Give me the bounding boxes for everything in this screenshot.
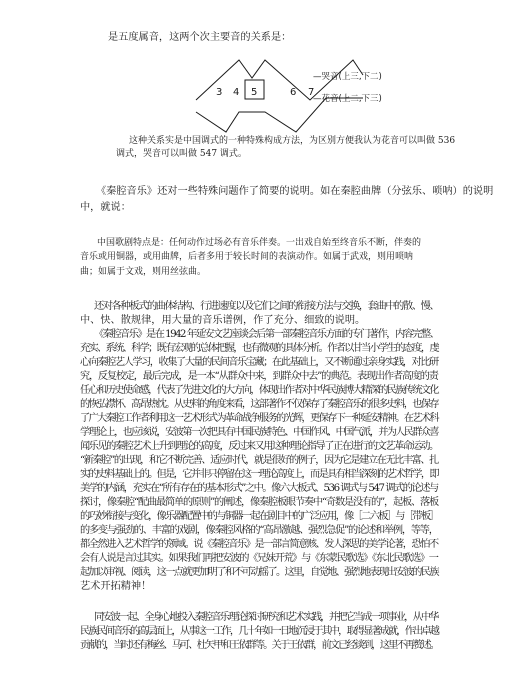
para2-line: 心向秦腔艺人学习，收集了大量的民间音乐宝藏；在此基础上，又不断通过亲身实践，对比研: [80, 357, 438, 368]
para2-line: “新秦腔”的出现，和它不断完善、适应时代，就是很好的例子，因为它是建立在无比丰富、扎: [80, 455, 438, 466]
para3-line: 同安波一起、全身心地投入秦腔音乐理论探讨研究和艺术实践，并把它当成一项事业，从中华: [94, 612, 438, 623]
para1-line-1: 《秦腔音乐》还对一些特殊问题作了简要的说明。如在秦腔曲牌（分弦乐、唢呐）的说明: [96, 186, 494, 197]
upper-label: —哭音(上三,下二): [313, 72, 382, 82]
para2-line: 的多变与强劲的、丰富的戏剧，像秦腔风格的“高昂激越、强烈急促”的论述和举例，等等，: [80, 525, 438, 536]
para2-line: 实的史料基础上的。但是，它并非只停留在这一理论高度上，而是具有相当深刻的艺术哲学，即: [80, 469, 438, 480]
lower-label: —花音(上二,下三): [313, 94, 382, 104]
para2-line: 美学的内涵，充实在“所有存在的基本形式”之中。像六大板式、536 调式与 547 调式的论述与: [80, 483, 438, 494]
quote-line-1: 中国歌剧特点是：任何动作过场必有音乐伴奏。一出戏自始至终音乐不断，伴奏的: [97, 238, 422, 248]
para2-line: 起加以审视、阅读，这一点就更加明了和不可动摇了。这里，自觉地、强烈地表现出安波的民族: [80, 567, 438, 578]
diagram-number-4: 4: [233, 87, 240, 98]
para2-line: 了广大秦腔工作者利用这一艺术形式为革命战争服务的光辉，更保存下一种延安精神。在艺术科: [80, 413, 438, 424]
para3-line: 民族民间音乐的高层面上，从事这一工作，几十年如一日地沉浸于其中，取得显著成就，作出卓越: [80, 626, 439, 637]
quote-line-3: 曲；如属于文戏，则用丝弦曲。: [80, 267, 207, 277]
para2: [80, 300, 438, 594]
intro-line: 是五度属音，这两个次主要音的关系是：: [108, 32, 292, 43]
para2-line: 的巧妙衔接与变化，像乐器配置中的与铜器一起在剧目中的广泛应用，像［二六板］与［带板］: [80, 511, 438, 522]
para3-line: 贡献的，当时还有梅丝、马可、杜矢甲和王依群等。关于王依群，前文已经谈到，这里不再赘述。: [80, 640, 439, 651]
diagram-number-3: 3: [216, 87, 223, 98]
caption-line-1: 这种关系实是中国调式的一种特殊构成方法，为区别方便我认为花音可以叫做 536: [129, 136, 456, 146]
para2-line: 闻乐见的秦腔艺术上升到理论的高度，反过来又用这种理论指导了正在进行的文艺革命运动。: [80, 441, 438, 452]
para2-line: 学理论上，也应该说，安波第一次把具有中国民族特色、中国作风、中国气派，并为人民群众喜: [80, 427, 438, 438]
caption-line-2: 调式，哭音可以叫做 547 调式。: [116, 149, 247, 159]
para2-line: 都全然进入艺术哲学的领域。说《秦腔音乐》是一部言简意赅、发人深思的美学论著，恐怕不: [80, 539, 438, 550]
para2-line: 究，反复校定，最后完成，是一本“从群众中来，到群众中去”的典范。表现出作者高度的责: [80, 371, 438, 382]
quote-line-2: 音乐或用铜器，或用曲牌，后者多用于较长时间的表演动作。如属于武戏，则用唢呐: [80, 252, 414, 262]
para2-line: 会有人说是言过其实。如果我们再把安波的《兄妹开荒》与《东蒙民歌选》《东北民歌选》一: [80, 553, 438, 564]
para2-line: 充实、系统、科学；既有宏观的总体把握，也有微观的具体分析。作者以甘当小学生的态度，虔: [80, 343, 438, 354]
diagram-number-6: 6: [290, 87, 297, 98]
para2-line: 的恢弘襟怀、高昂热忱。从史料的角度来看，这部著作不仅保存了秦腔音乐的很多史料，也保存: [80, 399, 438, 410]
para3: [80, 611, 438, 653]
para2-line: 《秦腔音乐》是在 1942 年延安文艺座谈会后第一部秦腔音乐方面的专门著作，内容完整、: [94, 329, 439, 340]
para2-line: 还对各种板式的曲体结构、行进速度以及它们之间的衔接方法与交换，套曲中的散、慢、: [94, 301, 439, 312]
para2-line: 探讨，像秦腔“配曲最简单的原则”的阐述，像秦腔板眼节奏中“奇数是没有的”，起板、落板: [80, 497, 438, 508]
diagram-number-5: 5: [251, 87, 258, 98]
diagram-number-7: 7: [308, 87, 315, 98]
para2-line: 艺术开拓精神！: [80, 581, 152, 592]
para1-line-2: 中，就说：: [80, 202, 131, 213]
para2-line: 任心和历史使命感，代表了先进文化的大方向，体现出作者对中华民族博大精深的民族传统文化: [80, 385, 438, 396]
para2-line: 中、快、散规律，用大量的音乐谱例，作了充分、细致的说明。: [80, 315, 366, 326]
